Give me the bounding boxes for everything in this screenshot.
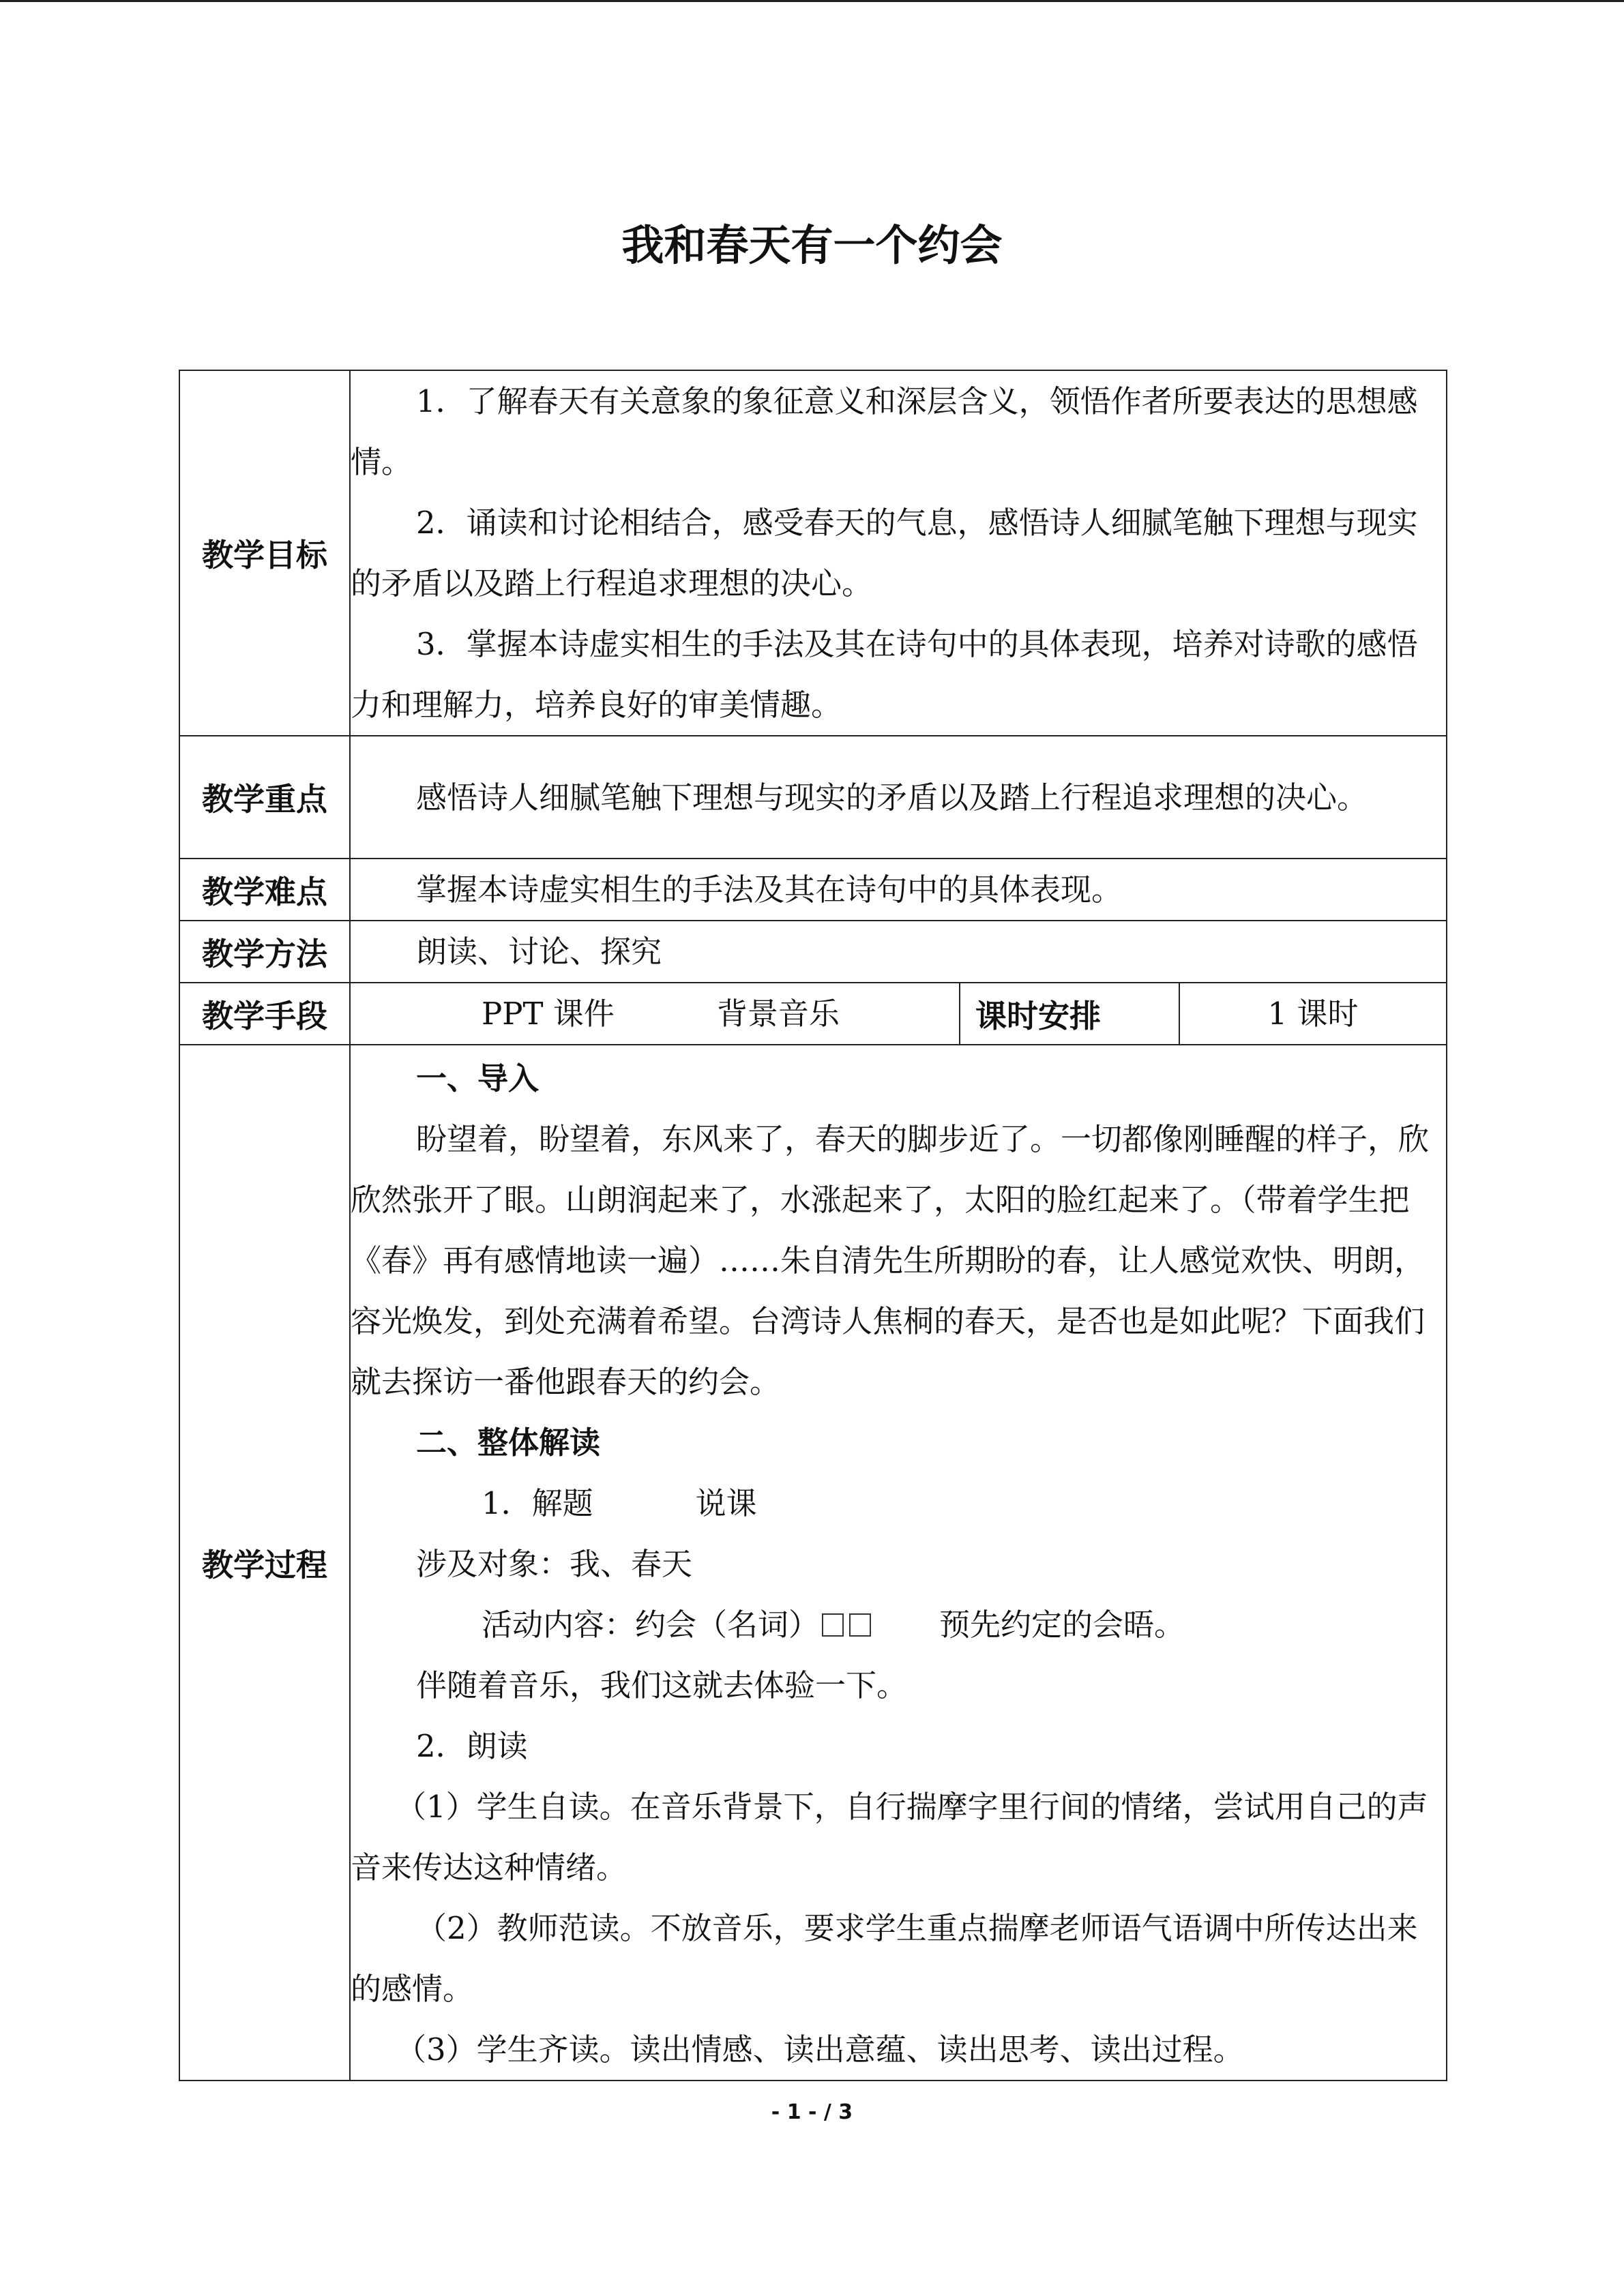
process-read-1: （1）学生自读。在音乐背景下，自行揣摩字里行间的情绪，尝试用自己的声音来传达这种情绪。: [351, 1789, 1428, 1885]
process-read-3: （3）学生齐读。读出情感、读出意蕴、读出思考、读出过程。: [396, 2031, 1244, 2068]
key-points-text: 感悟诗人细腻笔触下理想与现实的矛盾以及踏上行程追求理想的决心。: [416, 779, 1368, 816]
schedule-value: 1 课时: [1179, 983, 1447, 1045]
means-text: [351, 983, 959, 1044]
process-objects: 涉及对象：我、春天: [416, 1546, 693, 1582]
methods-content: [350, 921, 1447, 983]
objective-2: 2．诵读和讨论相结合，感受春天的气息，感悟诗人细腻笔触下理想与现实的矛盾以及踏上行程追求理想的决心。: [351, 505, 1418, 601]
label-schedule: 课时安排: [960, 983, 1179, 1045]
top-border-line: [0, 0, 1624, 2]
row-objectives: [179, 370, 1447, 736]
difficulties-content: [350, 859, 1447, 921]
lesson-plan-table: [179, 370, 1447, 2081]
process-read-2: （2）教师范读。不放音乐，要求学生重点揣摩老师语气语调中所传达出来的感情。: [351, 1910, 1418, 2007]
process-intro-text: 盼望着，盼望着，东风来了，春天的脚步近了。一切都像刚睡醒的样子，欣欣然张开了眼。山朗润起来了，水涨起来了，太阳的脸红起来了。（带着学生把《春》再有感情地读一遍）……朱自清先生所期盼的春，让人感觉欢快、明朗，容光焕发，到处充满着希望。台湾诗人焦桐的春天，是否也是如此呢？下面我们就去探访一番他跟春天的约会。: [351, 1121, 1430, 1400]
methods-text: 朗读、讨论、探究: [416, 934, 662, 970]
objective-1: 1．了解春天有关意象的象征意义和深层含义，领悟作者所要表达的思想感情。: [351, 383, 1418, 480]
page-number: - 1 - / 3: [771, 2100, 853, 2124]
step1-subtitle: 说课: [695, 1485, 757, 1521]
row-methods: [179, 921, 1447, 983]
page-title: 我和春天有一个约会: [621, 220, 1003, 270]
objective-3: 3．掌握本诗虚实相生的手法及其在诗句中的具体表现，培养对诗歌的感悟力和理解力，培养良好的审美情趣。: [351, 626, 1418, 723]
activity-label: 活动内容：约会（名词）: [482, 1607, 820, 1643]
difficulties-text: 掌握本诗虚实相生的手法及其在诗句中的具体表现。: [416, 871, 1123, 908]
process-step1: [351, 1473, 1446, 1534]
label-process: 教学过程: [179, 1045, 350, 2081]
process-step2: 2．朗读: [416, 1728, 528, 1764]
means-item-ppt: PPT 课件: [482, 996, 615, 1032]
row-key-points: [179, 736, 1447, 859]
label-means: 教学手段: [179, 983, 350, 1045]
label-difficulties: 教学难点: [179, 859, 350, 921]
label-objectives: 教学目标: [179, 370, 350, 736]
activity-definition: 预先约定的会晤。: [939, 1607, 1185, 1643]
process-music: 伴随着音乐，我们这就去体验一下。: [416, 1667, 908, 1703]
objectives-content: [350, 370, 1447, 736]
label-methods: 教学方法: [179, 921, 350, 983]
key-points-content: [350, 736, 1447, 859]
placeholder-box: [849, 1613, 871, 1637]
process-content: [350, 1045, 1447, 2081]
row-difficulties: [179, 859, 1447, 921]
process-heading-intro: 一、导入: [416, 1060, 540, 1097]
process-heading-reading: 二、整体解读: [416, 1425, 601, 1461]
label-key-points: 教学重点: [179, 736, 350, 859]
row-process: [179, 1045, 1447, 2081]
means-content: [350, 983, 960, 1045]
step1-title: 1．解题: [482, 1485, 593, 1521]
row-means: [179, 983, 1447, 1045]
placeholder-box: [822, 1613, 844, 1637]
process-activity: [351, 1594, 1446, 1655]
means-item-music: 背景音乐: [716, 996, 840, 1032]
